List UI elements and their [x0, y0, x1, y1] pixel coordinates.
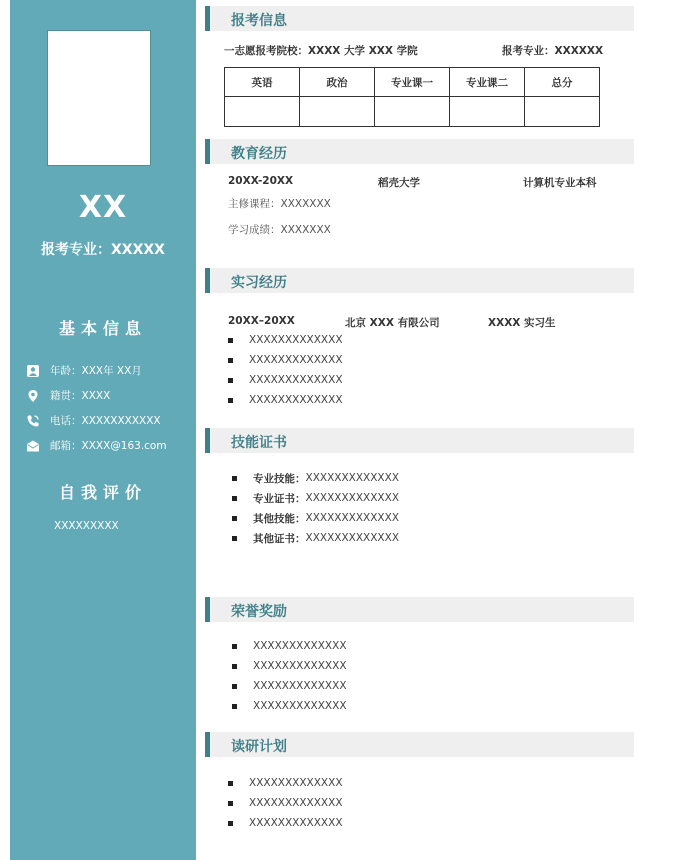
list-item [228, 370, 343, 390]
score-header-total: 总分 [525, 68, 600, 97]
score-table [224, 67, 600, 127]
score-value-major1 [375, 97, 450, 127]
bullet-square-icon [228, 338, 233, 343]
self-evaluation-text: XXXXXXXXX [54, 520, 119, 532]
score-value-english [225, 97, 300, 127]
section-header-skills [205, 428, 634, 453]
section-accent-bar [205, 139, 210, 164]
skill-label: 专业技能： [253, 472, 306, 485]
list-item-text: XXXXXXXXXXXXX [249, 394, 343, 406]
list-item-text: XXXXXXXXXXXXX [253, 700, 347, 712]
bullet-square-icon [228, 378, 233, 383]
internship-period: 20XX–20XX [228, 315, 295, 327]
photo-placeholder [47, 30, 151, 166]
location-pin-icon [26, 389, 40, 403]
list-item-text: XXXXXXXXXXXXX [249, 374, 343, 386]
skill-value: XXXXXXXXXXXXX [305, 472, 400, 484]
section-accent-bar [205, 428, 210, 453]
skills-list [232, 468, 399, 548]
skill-label: 其他技能： [253, 512, 306, 525]
bullet-square-icon [232, 496, 237, 501]
score-value-politics [300, 97, 375, 127]
skill-value: XXXXXXXXXXXXX [305, 492, 400, 504]
info-row-email [26, 433, 194, 458]
bullet-square-icon [232, 684, 237, 689]
score-table-value-row [225, 97, 600, 127]
info-age-text: 年龄：XXX年 XX月 [50, 365, 142, 377]
education-degree: 计算机专业本科 [523, 177, 597, 189]
info-hometown-text: 籍贯：XXXX [50, 390, 111, 402]
info-row-phone [26, 408, 194, 433]
bullet-square-icon [232, 704, 237, 709]
skill-label: 其他证书： [253, 532, 306, 545]
list-item-text: XXXXXXXXXXXXX [249, 797, 343, 809]
skill-value: XXXXXXXXXXXXX [305, 512, 400, 524]
bullet-square-icon [228, 821, 233, 826]
info-email-text: 邮箱：XXXX@163.com [50, 440, 167, 452]
target-school: 一志愿报考院校：XXXX 大学 XXX 学院 [224, 45, 418, 57]
list-item [232, 676, 347, 696]
score-table-header-row [225, 68, 600, 97]
target-major: 报考专业：XXXXXX [502, 45, 604, 57]
list-item-text: XXXXXXXXXXXXX [249, 777, 343, 789]
list-item [228, 813, 343, 833]
list-item [228, 330, 343, 350]
internship-company: 北京 XXX 有限公司 [345, 317, 440, 329]
bullet-square-icon [232, 644, 237, 649]
list-item [232, 508, 399, 528]
list-item [228, 793, 343, 813]
internship-list [228, 330, 343, 410]
skill-label: 专业证书： [253, 492, 306, 505]
score-header-politics: 政治 [300, 68, 375, 97]
education-grades: 学习成绩：XXXXXXX [228, 224, 331, 236]
list-item-text: XXXXXXXXXXXXX [249, 354, 343, 366]
phone-icon [26, 414, 40, 428]
section-accent-bar [205, 597, 210, 622]
section-accent-bar [205, 732, 210, 757]
education-period: 20XX-20XX [228, 175, 294, 187]
section-header-exam [205, 6, 634, 31]
list-item-text: XXXXXXXXXXXXX [249, 334, 343, 346]
info-phone-text: 电话：XXXXXXXXXXX [50, 415, 161, 427]
score-header-major2: 专业课二 [450, 68, 525, 97]
list-item [228, 350, 343, 370]
person-icon [26, 364, 40, 378]
list-item [232, 696, 347, 716]
section-header-internship [205, 268, 634, 293]
list-item [232, 488, 399, 508]
list-item [232, 636, 347, 656]
candidate-name: XX [78, 190, 128, 225]
sidebar [10, 0, 196, 860]
basic-info-title: 基本信息 [58, 319, 147, 338]
info-row-age [26, 358, 194, 383]
bullet-square-icon [228, 358, 233, 363]
list-item-text: XXXXXXXXXXXXX [249, 817, 343, 829]
bullet-square-icon [232, 664, 237, 669]
list-item-text: XXXXXXXXXXXXX [253, 680, 347, 692]
section-title-exam: 报考信息 [231, 13, 287, 29]
mail-icon [26, 439, 40, 453]
bullet-square-icon [228, 781, 233, 786]
apply-major: 报考专业：XXXXX [41, 242, 165, 258]
list-item-text: XXXXXXXXXXXXX [253, 660, 347, 672]
list-item [232, 528, 399, 548]
section-title-study-plan: 读研计划 [231, 739, 287, 755]
education-school: 稻壳大学 [378, 177, 420, 189]
bullet-square-icon [232, 476, 237, 481]
score-header-english: 英语 [225, 68, 300, 97]
section-title-education: 教育经历 [231, 146, 287, 162]
list-item [228, 390, 343, 410]
section-accent-bar [205, 268, 210, 293]
bullet-square-icon [228, 398, 233, 403]
list-item [232, 468, 399, 488]
score-value-total [525, 97, 600, 127]
section-accent-bar [205, 6, 210, 31]
section-header-honors [205, 597, 634, 622]
education-courses: 主修课程：XXXXXXX [228, 198, 331, 210]
bullet-square-icon [228, 801, 233, 806]
section-header-study-plan [205, 732, 634, 757]
section-title-honors: 荣誉奖励 [231, 604, 287, 620]
main-content [196, 0, 674, 860]
self-evaluation-title: 自我评价 [58, 483, 147, 502]
list-item [228, 773, 343, 793]
info-row-hometown [26, 383, 194, 408]
list-item-text: XXXXXXXXXXXXX [253, 640, 347, 652]
section-header-education [205, 139, 634, 164]
basic-info-list [26, 358, 194, 458]
list-item [232, 656, 347, 676]
section-title-internship: 实习经历 [231, 275, 287, 291]
bullet-square-icon [232, 536, 237, 541]
study-plan-list [228, 773, 343, 833]
score-value-major2 [450, 97, 525, 127]
score-header-major1: 专业课一 [375, 68, 450, 97]
bullet-square-icon [232, 516, 237, 521]
skill-value: XXXXXXXXXXXXX [305, 532, 400, 544]
internship-role: XXXX 实习生 [488, 317, 556, 329]
section-title-skills: 技能证书 [231, 435, 287, 451]
honors-list [232, 636, 347, 716]
